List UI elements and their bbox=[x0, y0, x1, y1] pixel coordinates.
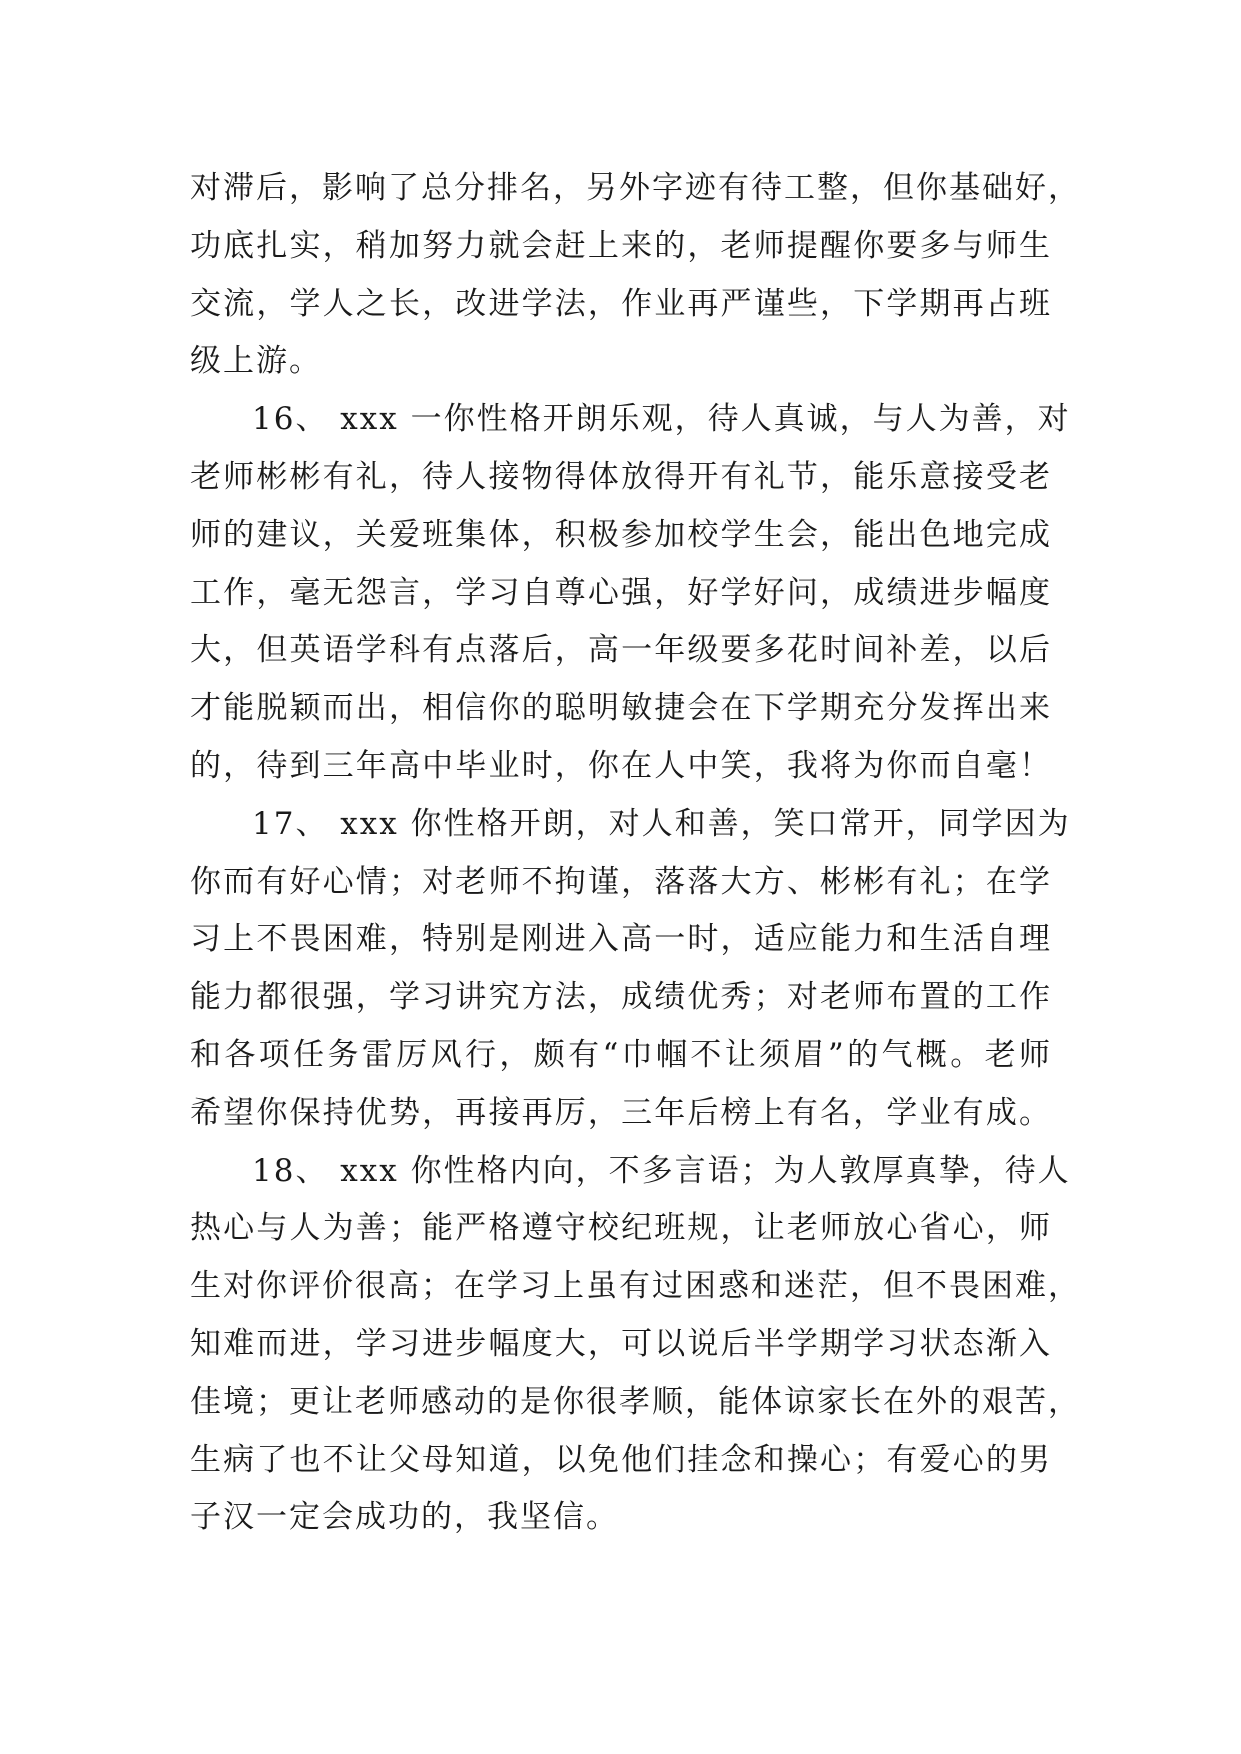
text-line: 生对你评价很高；在学习上虽有过困惑和迷茫，但不畏困难， bbox=[190, 1268, 1081, 1305]
text-line: 功底扎实，稍加努力就会赶上来的，老师提醒你要多与师生 bbox=[190, 227, 1052, 264]
text-line: 18、 xxx 你性格内向，不多言语；为人敦厚真挚，待人 bbox=[252, 1152, 1071, 1189]
text-line: 级上游。 bbox=[190, 343, 322, 380]
text-line: 工作，毫无怨言，学习自尊心强，好学好问，成绩进步幅度 bbox=[190, 574, 1052, 611]
text-line: 16、 xxx 一你性格开朗乐观，待人真诚，与人为善，对 bbox=[252, 401, 1071, 438]
text-line: 你而有好心情；对老师不拘谨，落落大方、彬彬有礼；在学 bbox=[190, 863, 1052, 900]
paragraph-item-17 bbox=[190, 796, 1071, 1143]
text-line: 生病了也不让父母知道，以免他们挂念和操心；有爱心的男 bbox=[190, 1441, 1052, 1478]
text-line: 子汉一定会成功的，我坚信。 bbox=[190, 1499, 619, 1536]
text-line: 才能脱颖而出，相信你的聪明敏捷会在下学期充分发挥出来 bbox=[190, 690, 1052, 727]
paragraph-item-18 bbox=[190, 1143, 1081, 1548]
text-line: 希望你保持优势，再接再厉，三年后榜上有名，学业有成。 bbox=[190, 1094, 1052, 1131]
document-body bbox=[190, 160, 1081, 1547]
text-line: 能力都很强，学习讲究方法，成绩优秀；对老师布置的工作 bbox=[190, 979, 1052, 1016]
text-line: 交流，学人之长，改进学法，作业再严谨些，下学期再占班 bbox=[190, 285, 1052, 322]
text-line: 佳境；更让老师感动的是你很孝顺，能体谅家长在外的艰苦， bbox=[190, 1383, 1081, 1420]
text-line: 对滞后，影响了总分排名，另外字迹有待工整，但你基础好， bbox=[190, 170, 1081, 206]
text-line: 老师彬彬有礼，待人接物得体放得开有礼节，能乐意接受老 bbox=[190, 458, 1052, 495]
text-line: 的，待到三年高中毕业时，你在人中笑，我将为你而自毫！ bbox=[190, 747, 1052, 784]
text-line: 习上不畏困难，特别是刚进入高一时，适应能力和生活自理 bbox=[190, 921, 1052, 958]
paragraph-item-16 bbox=[190, 391, 1071, 796]
text-line: 17、 xxx 你性格开朗，对人和善，笑口常开，同学因为 bbox=[252, 805, 1071, 842]
paragraph-continuation bbox=[190, 160, 1081, 391]
text-line: 和各项任务雷厉风行，颇有“巾帼不让须眉”的气概。老师 bbox=[190, 1036, 1052, 1073]
text-line: 知难而进，学习进步幅度大，可以说后半学期学习状态渐入 bbox=[190, 1325, 1052, 1362]
text-line: 热心与人为善；能严格遵守校纪班规，让老师放心省心，师 bbox=[190, 1210, 1052, 1247]
text-line: 师的建议，关爱班集体，积极参加校学生会，能出色地完成 bbox=[190, 516, 1052, 553]
text-line: 大，但英语学科有点落后，高一年级要多花时间补差，以后 bbox=[190, 632, 1052, 669]
